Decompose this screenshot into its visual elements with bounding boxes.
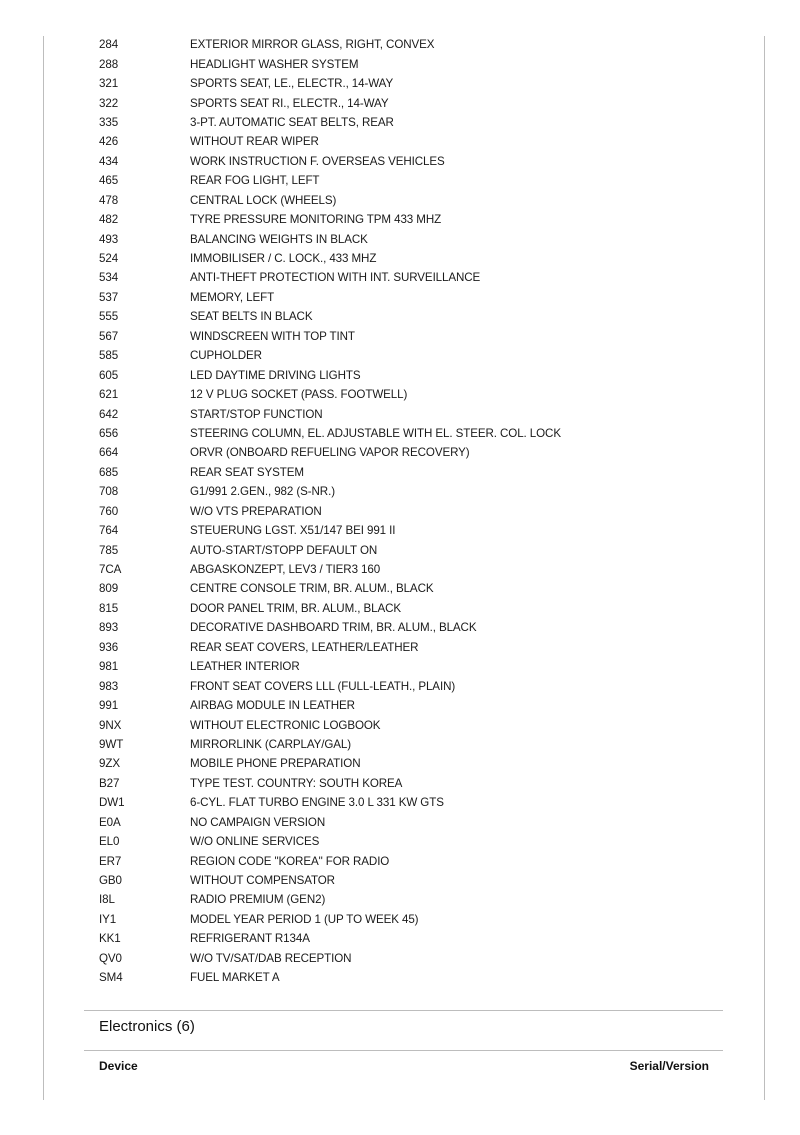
- option-row: [99, 735, 739, 754]
- option-row: [99, 113, 739, 132]
- option-description: WITHOUT COMPENSATOR: [190, 874, 335, 888]
- option-description: IMMOBILISER / C. LOCK., 433 MHZ: [190, 252, 377, 266]
- option-code: 656: [99, 426, 119, 440]
- option-description: AUTO-START/STOPP DEFAULT ON: [190, 543, 378, 557]
- option-code: 983: [99, 679, 119, 693]
- option-code: 534: [99, 271, 119, 285]
- electronics-section-title: Electronics (6): [99, 1018, 195, 1035]
- option-row: [99, 346, 739, 365]
- option-code: 764: [99, 524, 119, 538]
- option-code: 605: [99, 368, 119, 382]
- option-row: [99, 754, 739, 773]
- option-row: [99, 793, 739, 812]
- option-row: [99, 35, 739, 54]
- option-row: [99, 54, 739, 73]
- option-code: 664: [99, 446, 119, 460]
- option-description: REAR SEAT SYSTEM: [190, 465, 304, 479]
- option-description: CENTRAL LOCK (WHEELS): [190, 193, 337, 207]
- option-row: [99, 521, 739, 540]
- option-description: MIRRORLINK (CARPLAY/GAL): [190, 737, 352, 751]
- option-row: [99, 618, 739, 637]
- option-code: 537: [99, 290, 119, 304]
- option-description: 3-PT. AUTOMATIC SEAT BELTS, REAR: [190, 115, 394, 129]
- option-code: 284: [99, 38, 119, 52]
- option-row: [99, 832, 739, 851]
- option-code: 567: [99, 329, 119, 343]
- option-code: 426: [99, 135, 119, 149]
- option-description: REGION CODE "KOREA" FOR RADIO: [190, 854, 390, 868]
- option-code: 785: [99, 543, 119, 557]
- option-description: SEAT BELTS IN BLACK: [190, 310, 313, 324]
- option-description: RADIO PREMIUM (GEN2): [190, 893, 326, 907]
- option-code: IY1: [99, 912, 117, 926]
- option-row: [99, 851, 739, 870]
- option-row: [99, 463, 739, 482]
- option-row: [99, 307, 739, 326]
- option-code: B27: [99, 776, 120, 790]
- option-row: [99, 443, 739, 462]
- option-description: W/O VTS PREPARATION: [190, 504, 322, 518]
- option-row: [99, 502, 739, 521]
- option-code: 9ZX: [99, 757, 120, 771]
- option-description: NO CAMPAIGN VERSION: [190, 815, 326, 829]
- option-row: [99, 638, 739, 657]
- option-description: START/STOP FUNCTION: [190, 407, 323, 421]
- option-description: ORVR (ONBOARD REFUELING VAPOR RECOVERY): [190, 446, 470, 460]
- option-code: I8L: [99, 893, 115, 907]
- option-row: [99, 404, 739, 423]
- option-code: 585: [99, 349, 119, 363]
- option-row: [99, 813, 739, 832]
- option-description: LED DAYTIME DRIVING LIGHTS: [190, 368, 361, 382]
- option-description: DOOR PANEL TRIM, BR. ALUM., BLACK: [190, 601, 402, 615]
- option-code: 893: [99, 621, 119, 635]
- option-row: [99, 191, 739, 210]
- option-description: EXTERIOR MIRROR GLASS, RIGHT, CONVEX: [190, 38, 435, 52]
- option-row: [99, 890, 739, 909]
- option-description: G1/991 2.GEN., 982 (S-NR.): [190, 485, 335, 499]
- option-description: REAR FOG LIGHT, LEFT: [190, 174, 320, 188]
- option-description: LEATHER INTERIOR: [190, 660, 300, 674]
- option-code: 524: [99, 252, 119, 266]
- option-code: KK1: [99, 932, 121, 946]
- option-row: [99, 696, 739, 715]
- option-row: [99, 327, 739, 346]
- option-description: HEADLIGHT WASHER SYSTEM: [190, 57, 359, 71]
- page-border-left: [43, 36, 44, 1100]
- option-code: 482: [99, 213, 119, 227]
- option-code: 621: [99, 388, 119, 402]
- option-description: FUEL MARKET A: [190, 971, 280, 985]
- option-description: 12 V PLUG SOCKET (PASS. FOOTWELL): [190, 388, 408, 402]
- option-code: 434: [99, 154, 119, 168]
- option-code: 708: [99, 485, 119, 499]
- option-row: [99, 385, 739, 404]
- option-code: 815: [99, 601, 119, 615]
- option-description: TYPE TEST. COUNTRY: SOUTH KOREA: [190, 776, 403, 790]
- option-description: TYRE PRESSURE MONITORING TPM 433 MHZ: [190, 213, 442, 227]
- option-description: W/O TV/SAT/DAB RECEPTION: [190, 951, 352, 965]
- option-row: [99, 929, 739, 948]
- option-code: 288: [99, 57, 119, 71]
- option-code: 642: [99, 407, 119, 421]
- option-description: WITHOUT REAR WIPER: [190, 135, 319, 149]
- option-row: [99, 871, 739, 890]
- option-row: [99, 910, 739, 929]
- options-list: [99, 35, 739, 987]
- option-code: 321: [99, 77, 119, 91]
- option-description: FRONT SEAT COVERS LLL (FULL-LEATH., PLAIN): [190, 679, 456, 693]
- option-description: WINDSCREEN WITH TOP TINT: [190, 329, 355, 343]
- option-code: DW1: [99, 796, 125, 810]
- option-description: REAR SEAT COVERS, LEATHER/LEATHER: [190, 640, 419, 654]
- option-code: E0A: [99, 815, 121, 829]
- option-row: [99, 774, 739, 793]
- option-description: MODEL YEAR PERIOD 1 (UP TO WEEK 45): [190, 912, 419, 926]
- option-description: SPORTS SEAT RI., ELECTR., 14-WAY: [190, 96, 389, 110]
- device-column-header: Device: [99, 1059, 138, 1073]
- option-code: 9WT: [99, 737, 124, 751]
- option-row: [99, 229, 739, 248]
- option-code: 991: [99, 699, 119, 713]
- option-row: [99, 268, 739, 287]
- option-row: [99, 74, 739, 93]
- option-row: [99, 365, 739, 384]
- option-row: [99, 676, 739, 695]
- option-code: 685: [99, 465, 119, 479]
- option-description: MEMORY, LEFT: [190, 290, 275, 304]
- option-description: WITHOUT ELECTRONIC LOGBOOK: [190, 718, 381, 732]
- option-code: 555: [99, 310, 119, 324]
- option-code: SM4: [99, 971, 123, 985]
- section-divider-top: [84, 1010, 723, 1011]
- option-description: ANTI-THEFT PROTECTION WITH INT. SURVEILLANCE: [190, 271, 481, 285]
- section-divider-header: [84, 1050, 723, 1051]
- option-row: [99, 540, 739, 559]
- option-row: [99, 482, 739, 501]
- option-row: [99, 579, 739, 598]
- option-description: SPORTS SEAT, LE., ELECTR., 14-WAY: [190, 77, 394, 91]
- option-row: [99, 968, 739, 987]
- option-description: BALANCING WEIGHTS IN BLACK: [190, 232, 368, 246]
- option-code: ER7: [99, 854, 122, 868]
- option-code: GB0: [99, 874, 122, 888]
- option-code: 335: [99, 115, 119, 129]
- option-description: 6-CYL. FLAT TURBO ENGINE 3.0 L 331 KW GTS: [190, 796, 444, 810]
- option-description: STEERING COLUMN, EL. ADJUSTABLE WITH EL. STEER. COL. LOCK: [190, 426, 561, 440]
- option-row: [99, 249, 739, 268]
- option-description: WORK INSTRUCTION F. OVERSEAS VEHICLES: [190, 154, 445, 168]
- option-code: EL0: [99, 835, 120, 849]
- option-code: 809: [99, 582, 119, 596]
- option-description: MOBILE PHONE PREPARATION: [190, 757, 361, 771]
- option-code: 981: [99, 660, 119, 674]
- option-row: [99, 657, 739, 676]
- option-row: [99, 424, 739, 443]
- option-description: ABGASKONZEPT, LEV3 / TIER3 160: [190, 563, 381, 577]
- option-row: [99, 599, 739, 618]
- option-row: [99, 93, 739, 112]
- page-border-right: [764, 36, 765, 1100]
- option-code: 322: [99, 96, 119, 110]
- serial-version-column-header: Serial/Version: [629, 1059, 709, 1073]
- option-description: CUPHOLDER: [190, 349, 262, 363]
- option-code: QV0: [99, 951, 122, 965]
- option-code: 760: [99, 504, 119, 518]
- option-row: [99, 560, 739, 579]
- option-code: 936: [99, 640, 119, 654]
- option-description: STEUERUNG LGST. X51/147 BEI 991 II: [190, 524, 396, 538]
- option-code: 9NX: [99, 718, 122, 732]
- option-row: [99, 949, 739, 968]
- option-description: AIRBAG MODULE IN LEATHER: [190, 699, 355, 713]
- option-row: [99, 132, 739, 151]
- option-description: DECORATIVE DASHBOARD TRIM, BR. ALUM., BLACK: [190, 621, 477, 635]
- option-row: [99, 171, 739, 190]
- option-description: CENTRE CONSOLE TRIM, BR. ALUM., BLACK: [190, 582, 434, 596]
- option-code: 465: [99, 174, 119, 188]
- option-row: [99, 288, 739, 307]
- option-row: [99, 715, 739, 734]
- option-description: W/O ONLINE SERVICES: [190, 835, 320, 849]
- option-code: 7CA: [99, 563, 122, 577]
- option-code: 493: [99, 232, 119, 246]
- option-description: REFRIGERANT R134A: [190, 932, 310, 946]
- option-row: [99, 152, 739, 171]
- option-code: 478: [99, 193, 119, 207]
- option-row: [99, 210, 739, 229]
